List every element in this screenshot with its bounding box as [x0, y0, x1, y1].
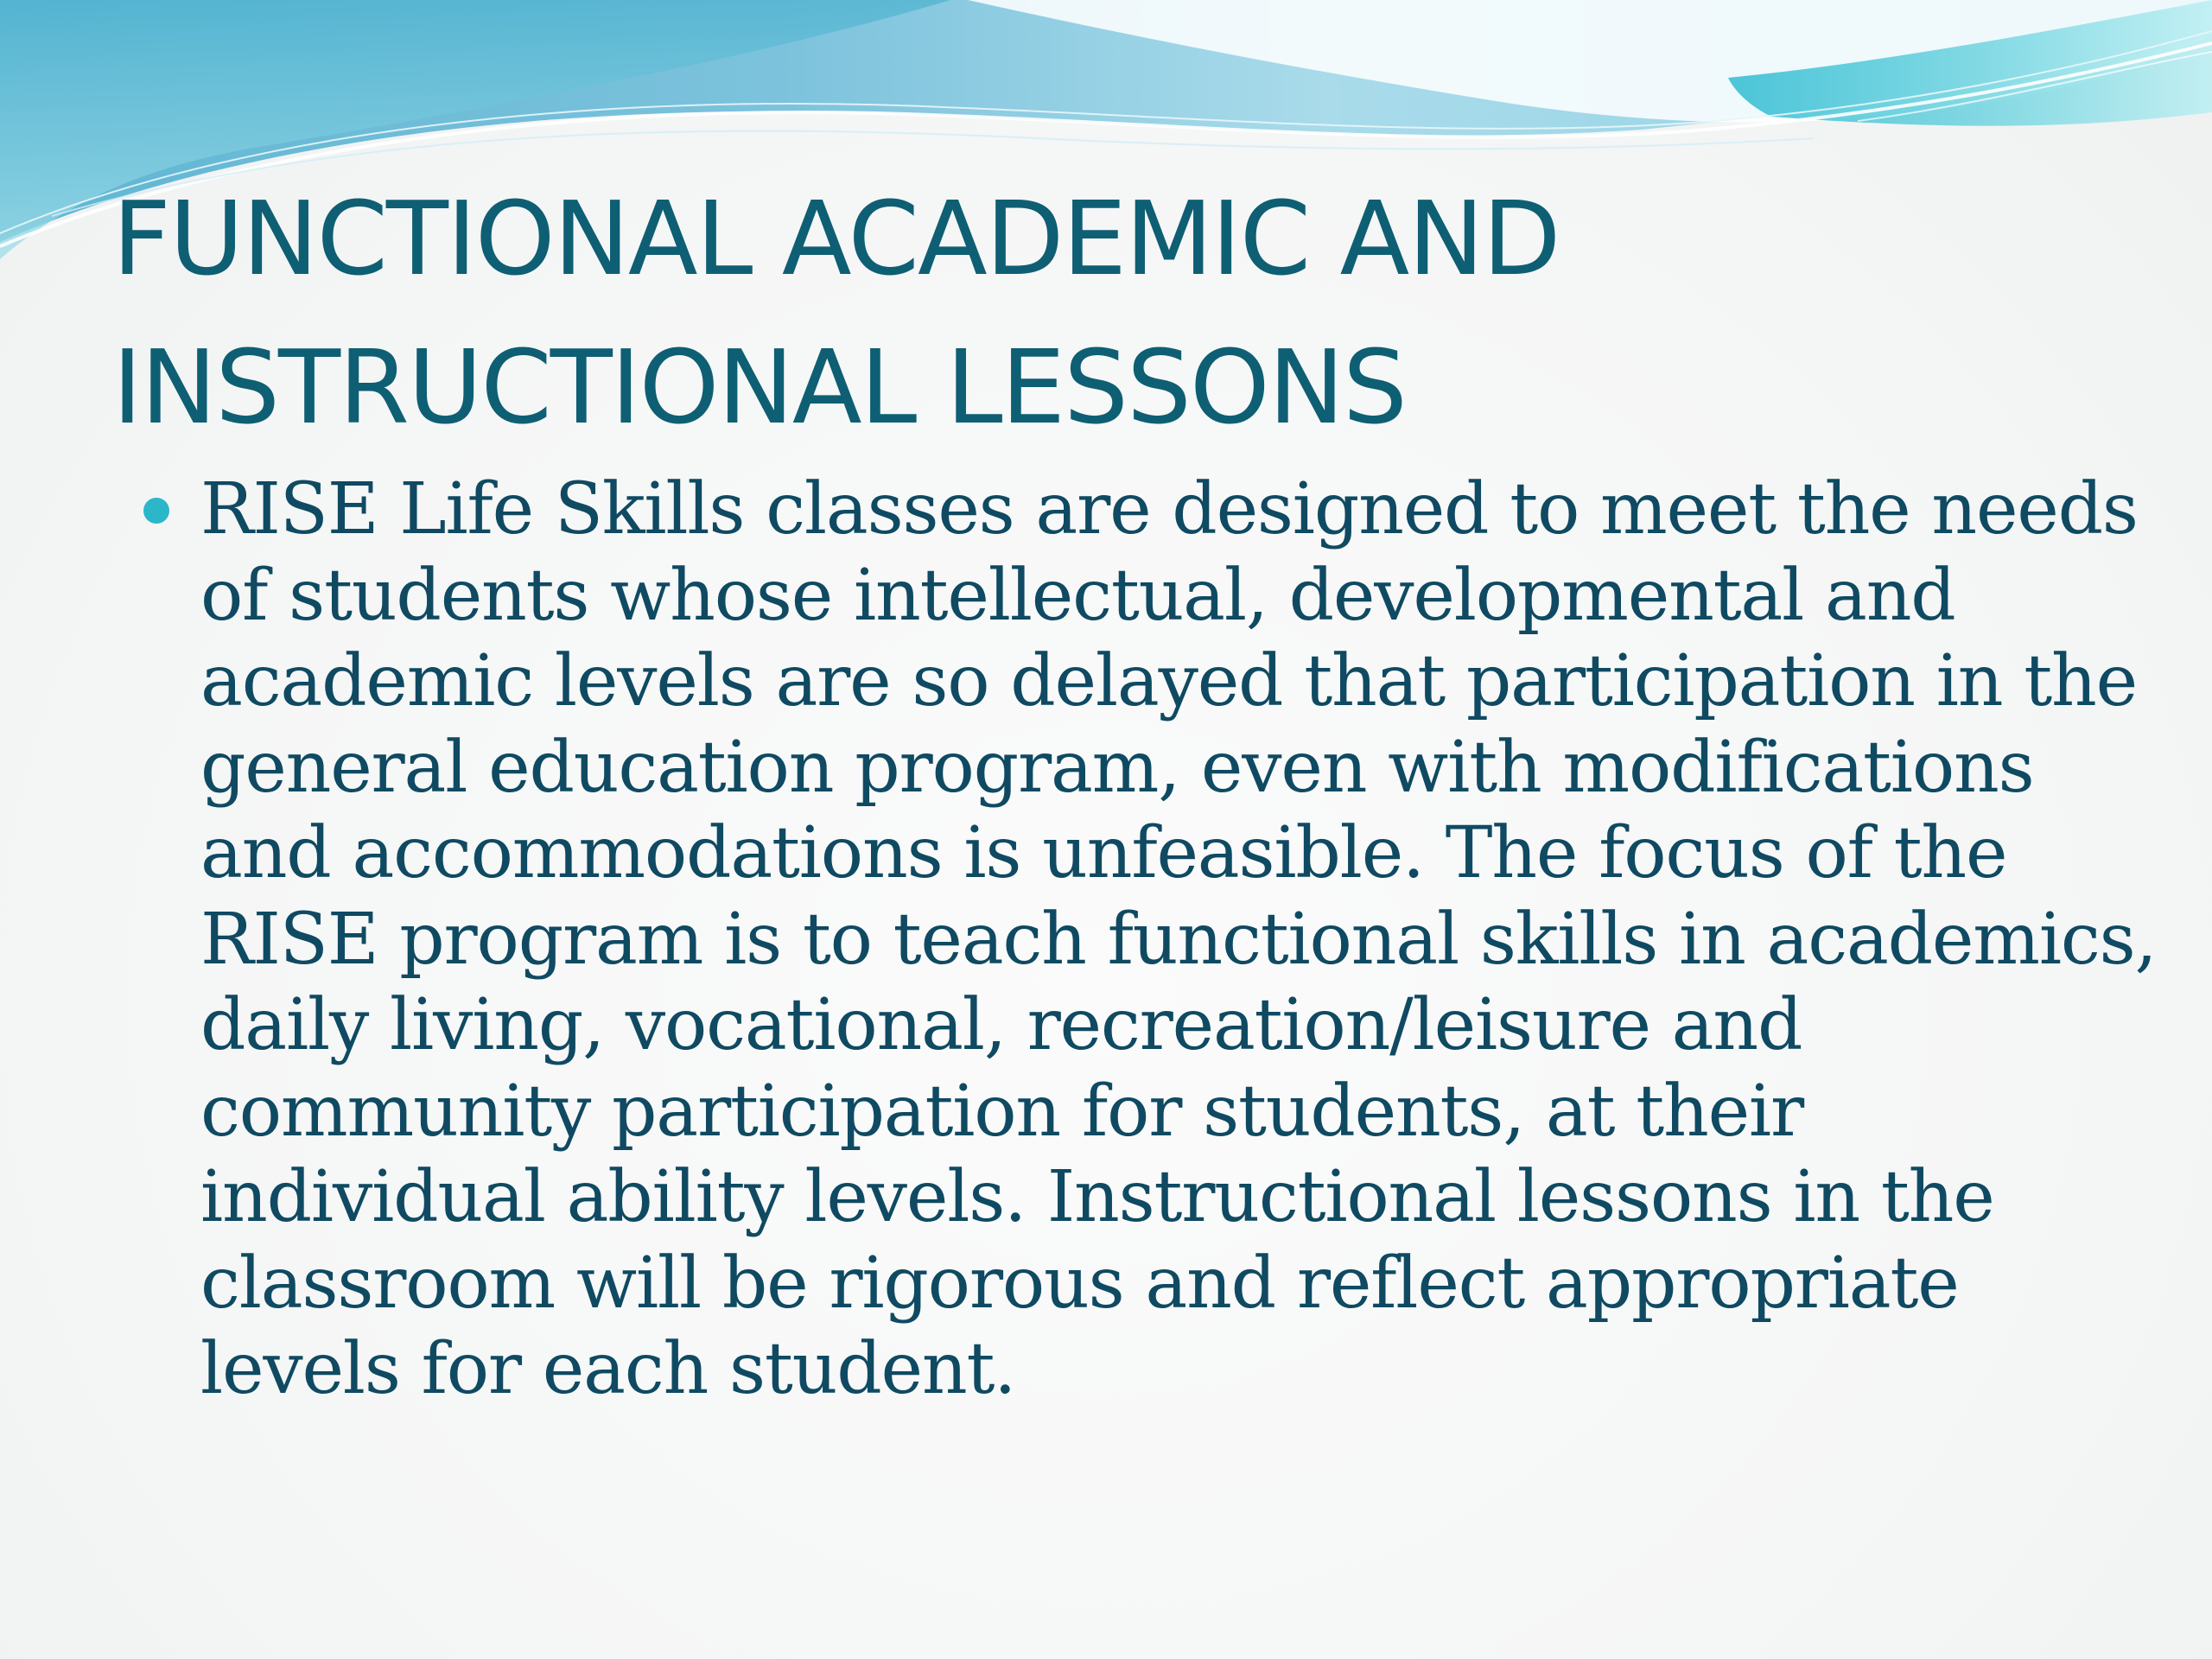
bullet-item [138, 467, 2157, 1413]
slide-title [112, 164, 2100, 461]
body-line-4: general education program, even with modifications [200, 726, 2034, 809]
body-line-10: classroom will be rigorous and reflect appropriate [200, 1242, 1959, 1325]
slide-title-line-2: INSTRUCTIONAL LESSONS [112, 327, 1406, 447]
body-line-9: individual ability levels. Instructional lessons in the [200, 1156, 1994, 1238]
body-line-2: of students whose intellectual, developmental and [200, 554, 1955, 637]
body-line-11: levels for each student. [200, 1328, 1016, 1410]
bullet-list [138, 467, 2157, 1413]
slide-title-line-1: FUNCTIONAL ACADEMIC AND [112, 179, 1560, 298]
body-line-7: daily living, vocational, recreation/leisure and [200, 984, 1802, 1066]
body-line-3: academic levels are so delayed that participation in the [200, 640, 2137, 722]
body-line-5: and accommodations is unfeasible. The focus of the [200, 812, 2007, 894]
bullet-dot-icon [143, 498, 169, 524]
bullet-text [200, 467, 2157, 1413]
body-line-1: RISE Life Skills classes are designed to meet the needs [200, 468, 2138, 550]
body-line-8: community participation for students, at their [200, 1070, 1803, 1153]
body-line-6: RISE program is to teach functional skills in academics, [200, 898, 2157, 981]
